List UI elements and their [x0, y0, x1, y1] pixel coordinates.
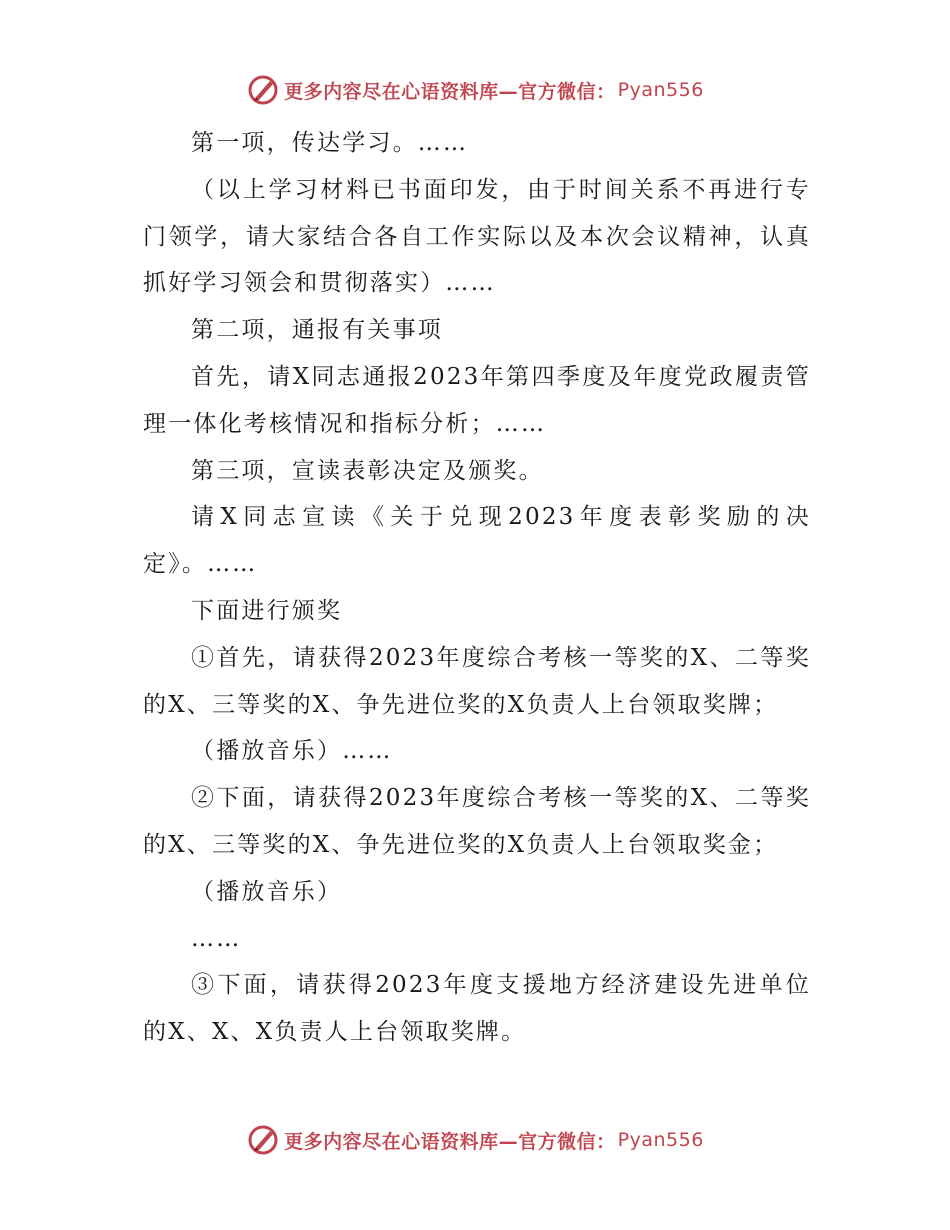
paragraph: …… — [191, 925, 242, 952]
footer-watermark-banner — [0, 1120, 950, 1160]
banner-text: 更多内容尽在心语资料库—官方微信： — [284, 80, 616, 103]
pen-logo-icon — [246, 1123, 280, 1157]
banner-contact: Pyan556 — [617, 79, 704, 101]
paragraph: ②下面，请获得2023年度综合考核一等奖的X、二等奖的X、三等奖的X、争先进位奖的X负责人上台领取奖金； — [143, 785, 811, 858]
pen-logo-icon — [246, 73, 280, 107]
paragraph: 请X同志宣读《关于兑现2023年度表彰奖励的决定》。…… — [143, 504, 811, 578]
paragraph: 首先，请X同志通报2023年第四季度及年度党政履责管理一体化考核情况和指标分析；…… — [143, 363, 811, 437]
banner-contact: Pyan556 — [617, 1129, 704, 1151]
banner-text: 更多内容尽在心语资料库—官方微信： — [284, 1130, 616, 1153]
paragraph: ③下面，请获得2023年度支援地方经济建设先进单位的X、X、X负责人上台领取奖牌。 — [143, 972, 811, 1046]
header-watermark-banner — [0, 70, 950, 110]
document-body — [143, 120, 811, 1056]
paragraph: （播放音乐） — [191, 878, 343, 905]
paragraph: 第二项，通报有关事项 — [191, 317, 443, 344]
paragraph: （播放音乐）…… — [191, 738, 393, 765]
paragraph: 第三项，宣读表彰决定及颁奖。 — [191, 457, 544, 484]
paragraph: 下面进行颁奖 — [191, 597, 343, 624]
paragraph: 第一项，传达学习。…… — [191, 130, 469, 156]
paragraph: （以上学习材料已书面印发，由于时间关系不再进行专门领学，请大家结合各自工作实际以及本次会议精神，认真抓好学习领会和贯彻落实）…… — [143, 176, 811, 297]
paragraph: ①首先，请获得2023年度综合考核一等奖的X、二等奖的X、三等奖的X、争先进位奖的X负责人上台领取奖牌； — [143, 644, 811, 718]
